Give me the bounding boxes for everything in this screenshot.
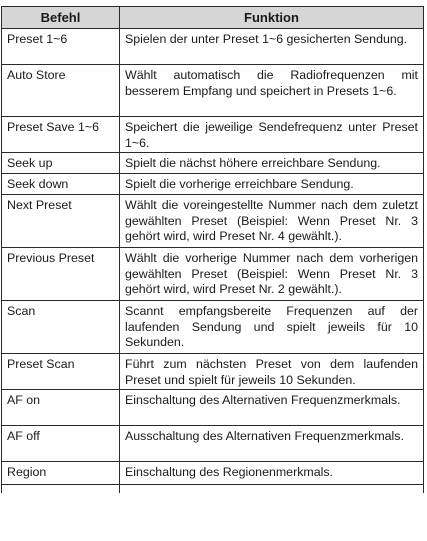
function-cell: Speichert die jeweilige Sendefrequenz unter Preset 1~6. [120, 117, 424, 153]
command-cell: AF on [2, 390, 120, 426]
command-cell: Previous Preset [2, 248, 120, 301]
table-row [2, 248, 424, 301]
function-cell: Einschaltung des Regionenmerkmals. [120, 462, 424, 485]
command-cell: Seek up [2, 153, 120, 174]
command-cell: Preset 1~6 [2, 29, 120, 65]
table-row [2, 426, 424, 462]
table-header-row [2, 7, 424, 29]
function-cell: Wählt automatisch die Radiofrequenzen mit besserem Empfang und speichert in Presets 1~6. [120, 65, 424, 117]
command-cell: Seek down [2, 174, 120, 195]
command-cell: Preset Save 1~6 [2, 117, 120, 153]
command-cell: Auto Store [2, 65, 120, 117]
table-row [2, 354, 424, 390]
command-cell: Scan [2, 301, 120, 354]
table-row [2, 462, 424, 485]
voice-command-table [1, 6, 424, 493]
table-row [2, 117, 424, 153]
command-cell: Preset Scan [2, 354, 120, 390]
empty-cell [2, 485, 120, 494]
column-header-command: Befehl [2, 7, 120, 29]
table-row [2, 65, 424, 117]
function-cell: Ausschaltung des Alternativen Frequenzmerkmals. [120, 426, 424, 462]
function-cell: Wählt die vorherige Nummer nach dem vorherigen gewählten Preset (Beispiel: Wenn Preset Nr. 3 gehört wird, wird Preset Nr. 2 gewählt.). [120, 248, 424, 301]
table-row [2, 301, 424, 354]
function-cell: Einschaltung des Alternativen Frequenzmerkmals. [120, 390, 424, 426]
table-row-continuation [2, 485, 424, 494]
table-row [2, 29, 424, 65]
command-cell: Next Preset [2, 195, 120, 248]
function-cell: Spielen der unter Preset 1~6 gesicherten Sendung. [120, 29, 424, 65]
table-row [2, 390, 424, 426]
empty-cell [120, 485, 424, 494]
function-cell: Spielt die nächst höhere erreichbare Sendung. [120, 153, 424, 174]
table-row [2, 195, 424, 248]
table-row [2, 174, 424, 195]
function-cell: Spielt die vorherige erreichbare Sendung. [120, 174, 424, 195]
command-cell: Region [2, 462, 120, 485]
command-cell: AF off [2, 426, 120, 462]
function-cell: Führt zum nächsten Preset von dem laufenden Preset und spielt für jeweils 10 Sekunden. [120, 354, 424, 390]
table-row [2, 153, 424, 174]
function-cell: Scannt empfangsbereite Frequenzen auf der laufenden Sendung und spielt jeweils für 10 Sekunden. [120, 301, 424, 354]
function-cell: Wählt die voreingestellte Nummer nach dem zuletzt gewählten Preset (Beispiel: Wenn Preset Nr. 3 gehört wird, wird Preset Nr. 4 gewählt.). [120, 195, 424, 248]
column-header-function: Funktion [120, 7, 424, 29]
